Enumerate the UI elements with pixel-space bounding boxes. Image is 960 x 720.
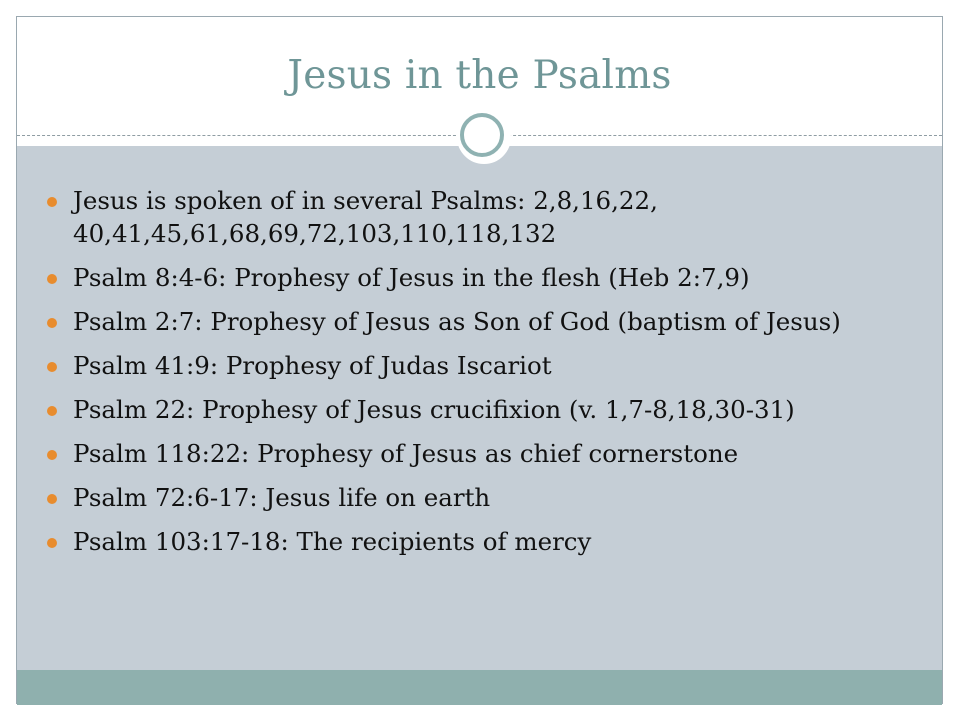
divider-circle-icon xyxy=(460,113,504,157)
bullet-text: Psalm 72:6-17: Jesus life on earth xyxy=(73,483,491,512)
bullet-dot-icon xyxy=(47,274,57,284)
bullet-item xyxy=(43,393,923,426)
bullet-dot-icon xyxy=(47,362,57,372)
bullet-dot-icon xyxy=(47,406,57,416)
bullet-list xyxy=(43,184,923,569)
bullet-text: Psalm 8:4-6: Prophesy of Jesus in the flesh (Heb 2:7,9) xyxy=(73,263,750,292)
bullet-dot-icon xyxy=(47,318,57,328)
bullet-dot-icon xyxy=(47,450,57,460)
bullet-text: Jesus is spoken of in several Psalms: 2,8,16,22, 40,41,45,61,68,69,72,103,110,118,132 xyxy=(73,186,658,248)
bullet-text: Psalm 103:17-18: The recipients of mercy xyxy=(73,527,592,556)
bullet-text: Psalm 2:7: Prophesy of Jesus as Son of God (baptism of Jesus) xyxy=(73,307,841,336)
footer-band xyxy=(17,670,942,705)
slide-title: Jesus in the Psalms xyxy=(287,53,672,98)
bullet-dot-icon xyxy=(47,538,57,548)
bullet-item xyxy=(43,481,923,514)
bullet-item xyxy=(43,437,923,470)
bullet-item xyxy=(43,261,923,294)
content-area xyxy=(17,146,942,670)
bullet-dot-icon xyxy=(47,197,57,207)
bullet-item xyxy=(43,525,923,558)
bullet-dot-icon xyxy=(47,494,57,504)
bullet-item xyxy=(43,305,923,338)
bullet-item xyxy=(43,349,923,382)
bullet-text: Psalm 118:22: Prophesy of Jesus as chief cornerstone xyxy=(73,439,739,468)
bullet-item xyxy=(43,184,923,250)
slide xyxy=(16,16,943,704)
bullet-text: Psalm 22: Prophesy of Jesus crucifixion (v. 1,7-8,18,30-31) xyxy=(73,395,795,424)
bullet-text: Psalm 41:9: Prophesy of Judas Iscariot xyxy=(73,351,552,380)
